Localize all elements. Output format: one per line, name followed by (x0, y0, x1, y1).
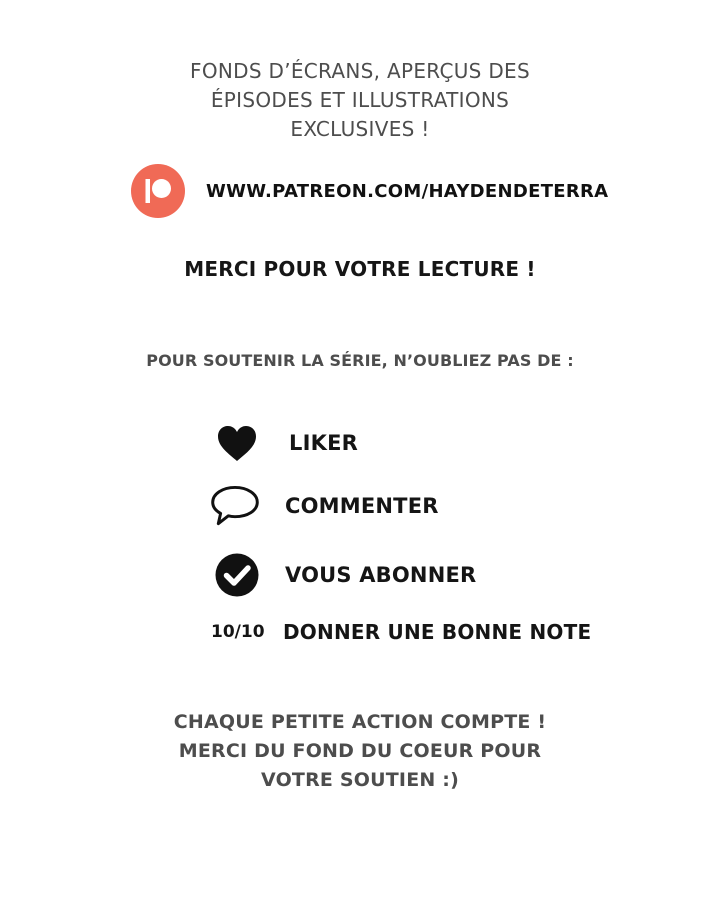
patreon-link[interactable] (130, 163, 608, 219)
action-like-label: LIKER (289, 431, 358, 455)
promo-line-3: EXCLUSIVES ! (290, 117, 430, 141)
action-rate-label: DONNER UNE BONNE NOTE (283, 620, 592, 644)
action-comment (209, 484, 439, 528)
promo-line-1: FONDS D’ÉCRANS, APERÇUS DES (190, 59, 530, 83)
patreon-url[interactable]: WWW.PATREON.COM/HAYDENDETERRA (206, 180, 609, 202)
closing-message (0, 708, 720, 795)
action-rate (211, 620, 591, 644)
check-circle-icon (211, 553, 263, 597)
action-subscribe-label: VOUS ABONNER (285, 563, 477, 587)
closing-line-1: CHAQUE PETITE ACTION COMPTE ! (173, 711, 547, 733)
heart-icon (211, 421, 263, 465)
patreon-logo-icon[interactable] (130, 163, 186, 219)
speech-bubble-icon (209, 484, 261, 528)
promo-text (0, 57, 720, 144)
closing-line-3: VOTRE SOUTIEN :) (261, 769, 459, 791)
support-intro: POUR SOUTENIR LA SÉRIE, N’OUBLIEZ PAS DE : (146, 351, 574, 370)
rating-score: 10/10 (211, 622, 265, 642)
thanks-heading: MERCI POUR VOTRE LECTURE ! (184, 257, 536, 281)
action-subscribe (211, 553, 476, 597)
promo-line-2: ÉPISODES ET ILLUSTRATIONS (210, 88, 510, 112)
action-comment-label: COMMENTER (285, 494, 439, 518)
closing-line-2: MERCI DU FOND DU COEUR POUR (178, 740, 542, 762)
action-like (211, 421, 358, 465)
